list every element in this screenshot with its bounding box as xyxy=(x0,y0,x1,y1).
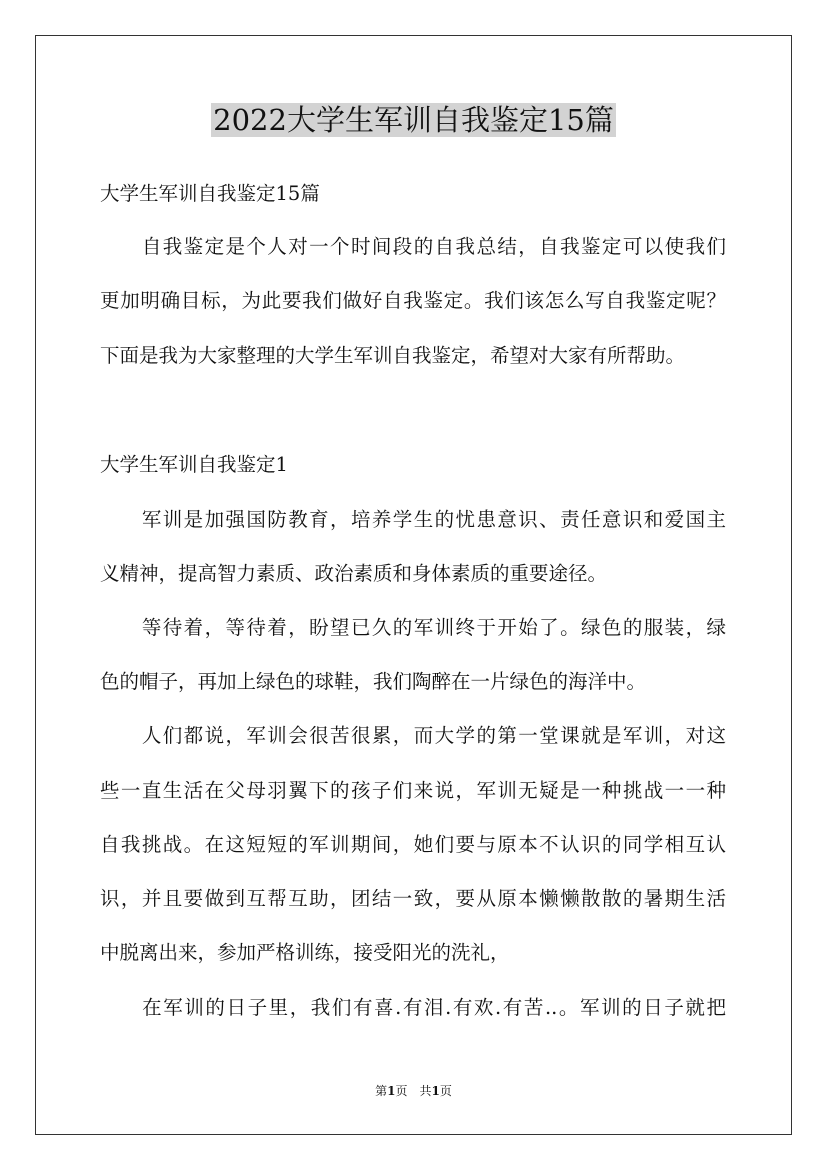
body-line-6: 些一直生活在父母羽翼下的孩子们来说，军训无疑是一种挑战一一种 xyxy=(100,779,726,802)
body-line-9: 中脱离出来，参加严格训练，接受阳光的洗礼， xyxy=(100,941,510,964)
footer-page-number: 1 xyxy=(387,1084,396,1098)
document-title xyxy=(0,99,827,141)
footer-total-pages: 1 xyxy=(431,1084,440,1098)
body-line-2: 义精神，提高智力素质、政治素质和身体素质的重要途径。 xyxy=(100,562,608,585)
body-line-7: 自我挑战。在这短短的军训期间，她们要与原本不认识的同学相互认 xyxy=(100,833,726,856)
footer-suffix: 页 xyxy=(439,1084,452,1098)
document-subtitle: 大学生军训自我鉴定15篇 xyxy=(100,182,320,205)
section-heading: 大学生军训自我鉴定1 xyxy=(100,453,288,476)
footer-prefix: 第 xyxy=(375,1084,388,1098)
footer-middle: 页 共 xyxy=(395,1084,432,1098)
body-line-3: 等待着，等待着，盼望已久的军训终于开始了。绿色的服装，绿 xyxy=(100,616,726,639)
body-line-1: 军训是加强国防教育，培养学生的忧患意识、责任意识和爱国主 xyxy=(100,508,726,531)
body-line-4: 色的帽子，再加上绿色的球鞋，我们陶醉在一片绿色的海洋中。 xyxy=(100,670,647,693)
body-line-5: 人们都说，军训会很苦很累，而大学的第一堂课就是军训，对这 xyxy=(100,724,726,747)
intro-line-2: 更加明确目标，为此要我们做好自我鉴定。我们该怎么写自我鉴定呢？ xyxy=(100,289,726,312)
body-line-8: 识，并且要做到互帮互助，团结一致，要从原本懒懒散散的暑期生活 xyxy=(100,887,726,910)
intro-line-3: 下面是我为大家整理的大学生军训自我鉴定，希望对大家有所帮助。 xyxy=(100,344,686,367)
document-title-text: 2022大学生军训自我鉴定15篇 xyxy=(213,103,614,137)
page-footer xyxy=(0,1082,827,1100)
intro-line-1: 自我鉴定是个人对一个时间段的自我总结，自我鉴定可以使我们 xyxy=(100,235,726,258)
body-line-10: 在军训的日子里，我们有喜.有泪.有欢.有苦..。军训的日子就把 xyxy=(100,996,726,1019)
